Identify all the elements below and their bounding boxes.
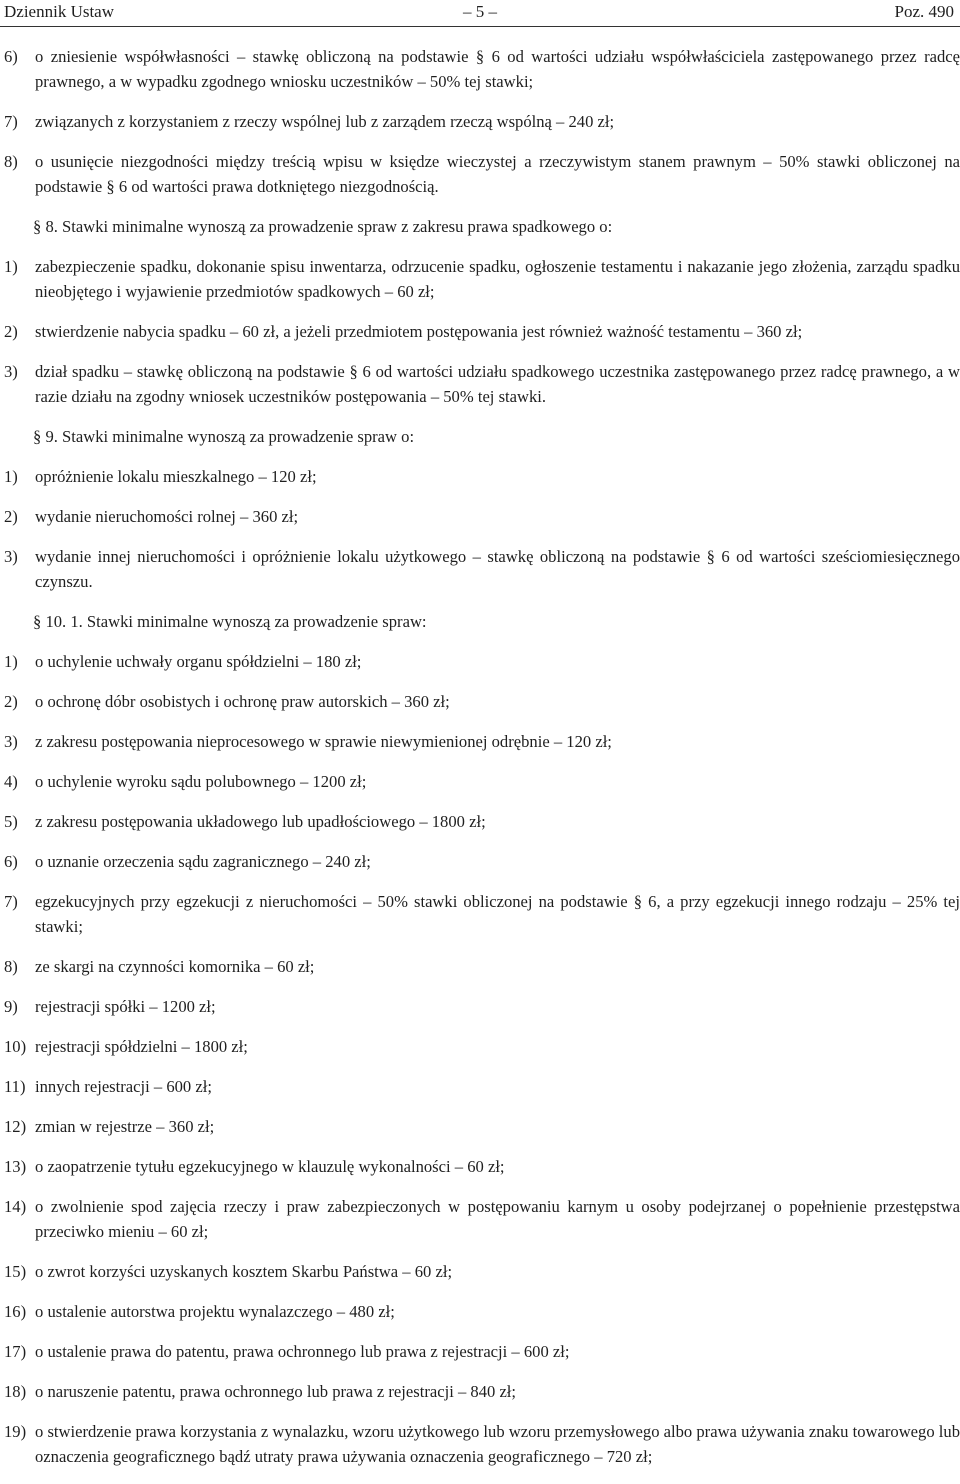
list-item	[0, 319, 960, 344]
item-text: stwierdzenie nabycia spadku – 60 zł, a jeżeli przedmiotem postępowania jest również ważność testamentu – 360 zł;	[35, 322, 803, 341]
item-text: o ochronę dóbr osobistych i ochronę praw autorskich – 360 zł;	[35, 692, 450, 711]
item-number: 10)	[4, 1037, 27, 1056]
item-number: 12)	[4, 1117, 27, 1136]
item-number: 1)	[4, 257, 18, 276]
list-item	[0, 1154, 960, 1179]
list-item	[0, 689, 960, 714]
list-item	[0, 504, 960, 529]
item-text: wydanie innej nieruchomości i opróżnienie lokalu użytkowego – stawkę obliczoną na podstawie § 6 od wartości sześciomiesięcznego czynszu.	[35, 547, 960, 591]
item-text: związanych z korzystaniem z rzeczy wspólnej lub z zarządem rzeczą wspólną – 240 zł;	[35, 112, 615, 131]
item-text: ze skargi na czynności komornika – 60 zł;	[35, 957, 315, 976]
item-number: 8)	[4, 957, 18, 976]
item-number: 1)	[4, 652, 18, 671]
section-heading-8: § 8. Stawki minimalne wynoszą za prowadzenie spraw z zakresu prawa spadkowego o:	[33, 217, 613, 236]
item-number: 9)	[4, 997, 18, 1016]
section-heading-10: § 10. 1. Stawki minimalne wynoszą za prowadzenie spraw:	[33, 612, 427, 631]
list-item	[0, 994, 960, 1019]
item-text: o zaopatrzenie tytułu egzekucyjnego w klauzulę wykonalności – 60 zł;	[35, 1157, 505, 1176]
item-text: innych rejestracji – 600 zł;	[35, 1077, 212, 1096]
page-number: – 5 –	[463, 2, 497, 21]
page-header	[0, 0, 960, 27]
item-number: 3)	[4, 732, 18, 751]
item-number: 2)	[4, 322, 18, 341]
list-item	[0, 149, 960, 199]
list-item	[0, 1419, 960, 1469]
section-heading-9: § 9. Stawki minimalne wynoszą za prowadzenie spraw o:	[33, 427, 415, 446]
item-text: o ustalenie prawa do patentu, prawa ochronnego lub prawa z rejestracji – 600 zł;	[35, 1342, 570, 1361]
item-number: 5)	[4, 812, 18, 831]
list-item	[0, 849, 960, 874]
item-number: 6)	[4, 47, 18, 66]
item-text: zabezpieczenie spadku, dokonanie spisu inwentarza, odrzucenie spadku, ogłoszenie testamentu i nakazanie jego złożenia, zarządu spadku nieobjętego i wyjawienie przedmiotów spadkowych – 60 zł;	[35, 257, 960, 301]
list-item	[0, 1379, 960, 1404]
list-item	[0, 1259, 960, 1284]
item-number: 7)	[4, 112, 18, 131]
item-text: o stwierdzenie prawa korzystania z wynalazku, wzoru użytkowego lub wzoru przemysłowego albo prawa używania znaku towarowego lub oznaczenia geograficznego bądź utraty prawa używania oznaczenia geograficznego – 720 zł;	[35, 1422, 960, 1466]
item-number: 16)	[4, 1302, 27, 1321]
journal-title: Dziennik Ustaw	[4, 2, 115, 21]
item-text: o ustalenie autorstwa projektu wynalazczego – 480 zł;	[35, 1302, 395, 1321]
list-item	[0, 1114, 960, 1139]
item-number: 2)	[4, 692, 18, 711]
item-text: o zwolnienie spod zajęcia rzeczy i praw zabezpieczonych w postępowaniu karnym u osoby podejrzanej o popełnienie przestępstwa przeciwko mieniu – 60 zł;	[35, 1197, 960, 1241]
item-number: 19)	[4, 1422, 27, 1441]
list-item	[0, 254, 960, 304]
list-item	[0, 1074, 960, 1099]
item-text: dział spadku – stawkę obliczoną na podstawie § 6 od wartości udziału spadkowego uczestnika zastępowanego przez radcę prawnego, a w razie działu na zgodny wniosek uczestników postępowania – 50% tej stawki.	[35, 362, 960, 406]
item-text: z zakresu postępowania nieprocesowego w sprawie niewymienionej odrębnie – 120 zł;	[35, 732, 612, 751]
item-number: 11)	[4, 1077, 26, 1096]
item-text: o naruszenie patentu, prawa ochronnego lub prawa z rejestracji – 840 zł;	[35, 1382, 517, 1401]
item-text: o uznanie orzeczenia sądu zagranicznego – 240 zł;	[35, 852, 371, 871]
item-number: 2)	[4, 507, 18, 526]
item-text: o usunięcie niezgodności między treścią wpisu w księdze wieczystej a rzeczywistym stanem prawnym – 50% stawki obliczonej na podstawie § 6 od wartości prawa dotkniętego niezgodnością.	[35, 152, 960, 196]
item-number: 15)	[4, 1262, 27, 1281]
item-text: o uchylenie wyroku sądu polubownego – 1200 zł;	[35, 772, 367, 791]
position-number: Poz. 490	[894, 2, 954, 21]
item-number: 13)	[4, 1157, 27, 1176]
list-item	[0, 544, 960, 594]
item-number: 18)	[4, 1382, 27, 1401]
item-number: 7)	[4, 892, 18, 911]
item-text: egzekucyjnych przy egzekucji z nieruchomości – 50% stawki obliczonej na podstawie § 6, a przy egzekucji innego rodzaju – 25% tej stawki;	[35, 892, 960, 936]
list-item	[0, 809, 960, 834]
list-item	[0, 954, 960, 979]
list-item	[0, 729, 960, 754]
list-item	[0, 109, 960, 134]
document-body	[0, 44, 960, 1484]
item-text: o zniesienie współwłasności – stawkę obliczoną na podstawie § 6 od wartości udziału współwłaściciela zastępowanego przez radcę prawnego, a w wypadku zgodnego wniosku uczestników – 50% tej stawki;	[35, 47, 960, 91]
item-number: 3)	[4, 547, 18, 566]
list-item	[0, 1034, 960, 1059]
item-number: 17)	[4, 1342, 27, 1361]
item-number: 14)	[4, 1197, 27, 1216]
item-text: zmian w rejestrze – 360 zł;	[35, 1117, 215, 1136]
item-number: 1)	[4, 467, 18, 486]
item-text: o zwrot korzyści uzyskanych kosztem Skarbu Państwa – 60 zł;	[35, 1262, 453, 1281]
list-item	[0, 649, 960, 674]
list-item	[0, 464, 960, 489]
list-item	[0, 1299, 960, 1324]
item-text: wydanie nieruchomości rolnej – 360 zł;	[35, 507, 299, 526]
list-item	[0, 359, 960, 409]
list-item	[0, 1339, 960, 1364]
item-text: rejestracji spółdzielni – 1800 zł;	[35, 1037, 248, 1056]
item-text: opróżnienie lokalu mieszkalnego – 120 zł;	[35, 467, 317, 486]
item-number: 8)	[4, 152, 18, 171]
item-text: z zakresu postępowania układowego lub upadłościowego – 1800 zł;	[35, 812, 486, 831]
item-number: 4)	[4, 772, 18, 791]
list-item	[0, 889, 960, 939]
item-text: rejestracji spółki – 1200 zł;	[35, 997, 216, 1016]
item-number: 6)	[4, 852, 18, 871]
list-item	[0, 769, 960, 794]
list-item	[0, 44, 960, 94]
item-text: o uchylenie uchwały organu spółdzielni – 180 zł;	[35, 652, 362, 671]
item-number: 3)	[4, 362, 18, 381]
list-item	[0, 1194, 960, 1244]
